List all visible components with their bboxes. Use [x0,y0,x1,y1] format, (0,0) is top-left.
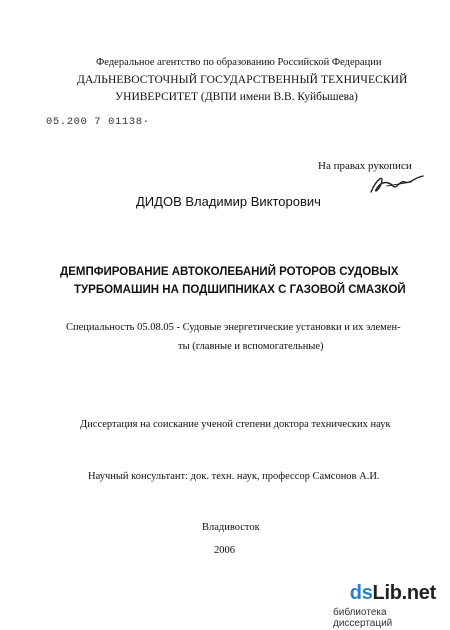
dslib-watermark[interactable] [333,582,438,629]
specialty-line-1: Специальность 05.08.05 - Судовые энергетические установки и их элемен- [66,322,401,333]
author-name: ДИДОВ Владимир Викторович [136,194,321,209]
agency-line: Федеральное агентство по образованию Российской Федерации [96,57,382,68]
registry-code: 05.200 7 01138· [46,116,150,128]
university-line-2: УНИВЕРСИТЕТ (ДВПИ имени В.В. Куйбышева) [115,91,358,103]
specialty-line-2: ты (главные и вспомогательные) [178,341,324,352]
scientific-consultant: Научный консультант: док. техн. наук, профессор Самсонов А.И. [88,471,380,482]
signature-icon [367,170,427,198]
city: Владивосток [202,522,260,533]
dslib-logo [350,582,436,605]
year: 2006 [214,545,235,556]
dissertation-degree: Диссертация на соискание ученой степени доктора технических наук [80,419,391,430]
title-line-1: ДЕМПФИРОВАНИЕ АВТОКОЛЕБАНИЙ РОТОРОВ СУДОВЫХ [60,266,399,278]
manuscript-rights: На правах рукописи [318,160,412,172]
watermark-caption: библиотека диссертаций [333,607,393,629]
university-line-1: ДАЛЬНЕВОСТОЧНЫЙ ГОСУДАРСТВЕННЫЙ ТЕХНИЧЕСКИЙ [77,74,408,86]
logo-suffix: Lib.net [372,582,436,604]
title-line-2: ТУРБОМАШИН НА ПОДШИПНИКАХ С ГАЗОВОЙ СМАЗКОЙ [74,284,406,296]
logo-prefix: ds [349,582,373,604]
